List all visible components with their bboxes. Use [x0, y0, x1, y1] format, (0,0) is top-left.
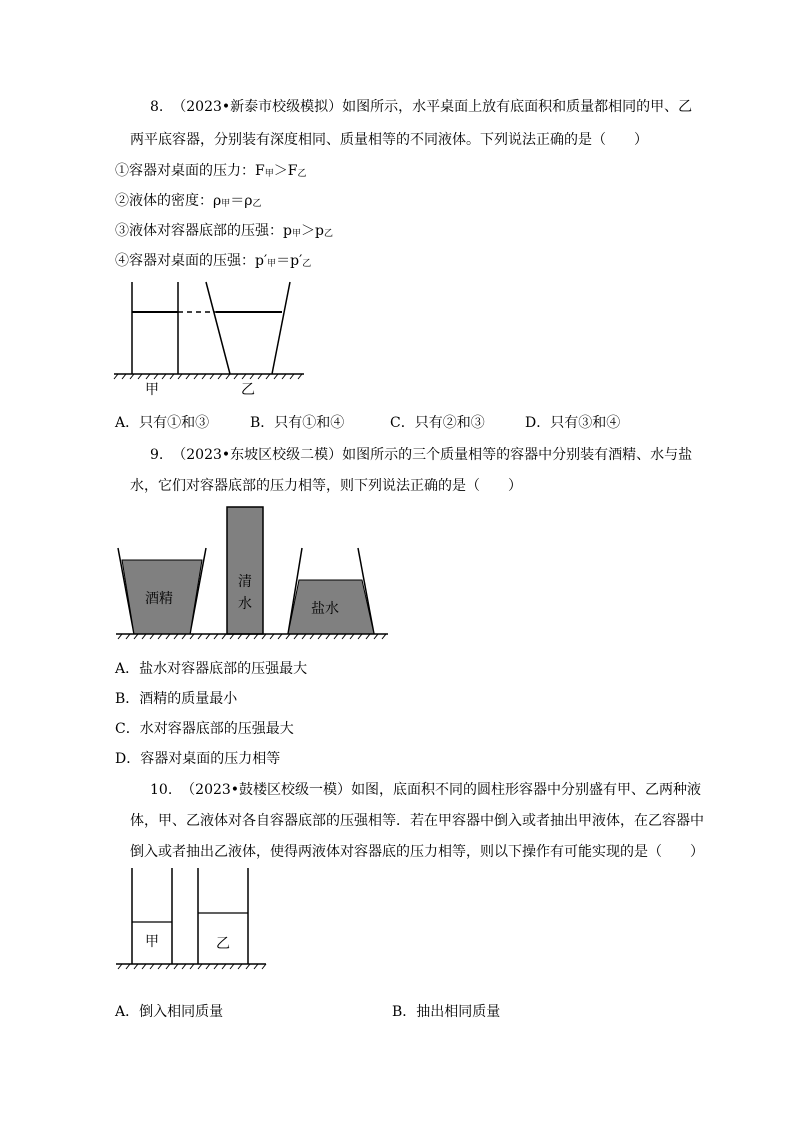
formula-part: p′ — [255, 253, 268, 269]
formula-sub: 甲 — [264, 169, 274, 179]
formula-sub: 乙 — [302, 259, 312, 269]
statement-text: 容器对桌面的压强： — [129, 253, 255, 269]
q9-option-d[interactable]: D．容器对桌面的压力相等 — [115, 751, 281, 767]
q10-figure — [112, 866, 272, 976]
formula-sub: 乙 — [323, 229, 333, 239]
formula-part: ＝ρ — [230, 193, 253, 209]
statement-marker: ② — [115, 193, 129, 209]
q10-option-b[interactable]: B．抽出相同质量 — [392, 1004, 501, 1020]
statement-marker: ③ — [115, 223, 129, 239]
formula-part: ρ — [213, 193, 222, 209]
q10-stem-line3: 倒入或者抽出乙液体，使得两液体对容器底的压力相等，则以下操作有可能实现的是（ ） — [130, 844, 704, 860]
statement-text: 液体对容器底部的压强： — [129, 223, 283, 239]
q9-option-a[interactable]: A．盐水对容器底部的压强最大 — [115, 661, 308, 677]
formula-part: F — [255, 163, 265, 179]
label-water-2: 水 — [238, 596, 252, 612]
formula-sub: 乙 — [297, 169, 307, 179]
q10-number: 10. — [150, 782, 173, 798]
q10-option-a[interactable]: A．倒入相同质量 — [115, 1004, 224, 1020]
label-jia: 甲 — [145, 382, 159, 398]
formula-part: p — [283, 223, 292, 239]
q9-stem-line2: 水，它们对容器底部的压力相等，则下列说法正确的是（ ） — [130, 478, 522, 494]
statement-text: 液体的密度： — [129, 193, 213, 209]
container-yi-left-wall — [206, 282, 230, 374]
statement-marker: ④ — [115, 253, 129, 269]
formula-sub: 乙 — [252, 199, 262, 209]
label-alcohol: 酒精 — [145, 591, 173, 607]
q8-number: 8. — [150, 99, 164, 115]
q8-option-b[interactable]: B．只有①和④ — [250, 415, 345, 431]
q8-stem-line1 — [150, 98, 692, 116]
label-yi: 乙 — [241, 382, 255, 398]
label-water-1: 清 — [238, 574, 252, 590]
formula-part: ＞F — [273, 163, 298, 179]
q9-number: 9. — [150, 447, 164, 463]
statement-text: 容器对桌面的压力： — [129, 163, 255, 179]
formula-part: ＞p — [300, 223, 324, 239]
statement-marker: ① — [115, 163, 129, 179]
q8-statement-2 — [115, 192, 262, 212]
q8-figure — [112, 278, 312, 400]
formula-sub: 甲 — [291, 229, 301, 239]
container-yi-right-wall — [272, 282, 290, 374]
q9-source: （2023•东坡区校级二模） — [172, 447, 343, 463]
q9-option-c[interactable]: C．水对容器底部的压强最大 — [115, 721, 294, 737]
formula-sub: 甲 — [221, 199, 231, 209]
q8-option-a[interactable]: A．只有①和③ — [115, 415, 210, 431]
label-jia: 甲 — [145, 934, 159, 950]
q8-stem-line2: 两平底容器，分别装有深度相同、质量相等的不同液体。下列说法正确的是（ ） — [130, 132, 648, 148]
q8-option-c[interactable]: C．只有②和③ — [390, 415, 485, 431]
q9-stem-text1: 如图所示的三个质量相等的容器中分别装有酒精、水与盐 — [342, 447, 693, 463]
q8-option-d[interactable]: D．只有③和④ — [525, 415, 621, 431]
label-yi: 乙 — [216, 936, 230, 952]
q10-stem-text1: 如图，底面积不同的圆柱形容器中分别盛有甲、乙两种液 — [351, 782, 702, 798]
q8-statement-4 — [115, 252, 311, 272]
q9-stem-line1 — [150, 446, 692, 464]
label-brine: 盐水 — [311, 601, 339, 617]
liquid-water-column — [227, 507, 263, 634]
q8-statement-1 — [115, 162, 306, 182]
formula-sub: 甲 — [267, 259, 277, 269]
q8-stem-text1: 如图所示，水平桌面上放有底面积和质量都相同的甲、乙 — [342, 99, 693, 115]
formula-part: ＝p′ — [276, 253, 303, 269]
q10-stem-line1 — [150, 781, 701, 799]
q8-statement-3 — [115, 222, 333, 242]
q10-source: （2023•鼓楼区校级一模） — [181, 782, 352, 798]
q10-stem-line2: 体，甲、乙液体对各自容器底部的压强相等．若在甲容器中倒入或者抽出甲液体，在乙容器中 — [130, 813, 704, 829]
q8-source: （2023•新泰市校级模拟） — [172, 99, 343, 115]
q9-option-b[interactable]: B．酒精的质量最小 — [115, 691, 238, 707]
q9-figure — [112, 500, 392, 648]
